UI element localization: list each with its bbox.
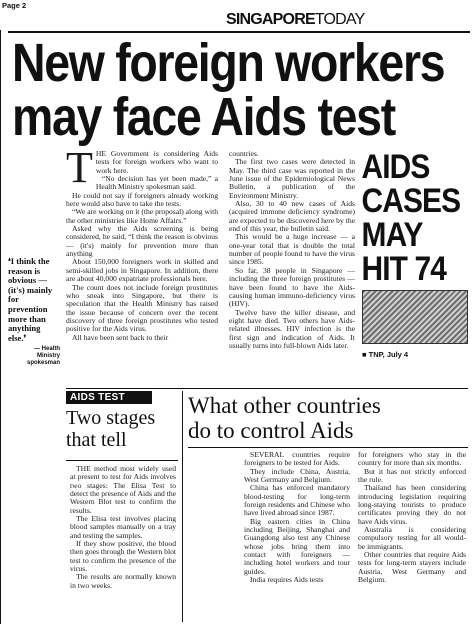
other-countries-title-line: What other countries [188,393,381,418]
article-paragraph: for foreigners who stay in the country for more than six months. [358,450,466,468]
article-paragraph: The count does not include foreign prostitutes who sneak into Singapore, but there is speculation that the Health Ministry has raised the issue because of concern over the recent discovery of three foreign prostitutes who tested positive for the Aids virus. [66,282,218,334]
article-paragraph: Also, 30 to 40 new cases of Aids (acquired immune deficiency syndrome) are expected to be discovered here by the end of this year, the bulletin said. [229,199,355,234]
page-left-rule [0,30,1,624]
headline-line-2: may face Aids test [12,87,395,147]
section-name-light: TODAY [314,11,365,28]
other-countries-title [188,393,470,443]
pull-quote-text: ❛I think the reason is obvious — (it's) mainly for prevention more than anything else.❜ [8,256,53,343]
other-countries-column-2 [358,451,466,585]
article-paragraph: HE Government is considering Aids tests for foreign workers who want to work here. [95,149,218,175]
article-paragraph: All have been sent back to their [72,332,169,342]
attribution-line: Ministry [36,352,60,359]
article-paragraph: He could not say if foreigners already working here would also have to take the tests. [66,190,218,209]
article-paragraph: If they show positive, the blood then goes through the Western blot test to confirm the presence of the virus. [70,539,176,574]
inset-caption: ■ TNP, July 4 [362,350,409,359]
drop-cap: T [66,143,93,192]
article-paragraph: countries. [229,149,259,158]
article-paragraph: “We are working on it (the proposal) along with the other ministries like Home Affairs.” [66,207,218,225]
other-countries-story [188,393,470,622]
inset-line: CASES [361,182,461,220]
article-paragraph: This would be a huge increase — a one-year total that is double the total number of people found to have the virus since 1985. [229,232,355,267]
aids-test-title [66,407,178,451]
inset-line: AIDS [361,148,430,186]
article-paragraph: Other countries that require Aids tests for long-term stayers include Austria, West Germany and Belgium. [358,550,466,585]
article-paragraph: They include China, Austria, West Germany and Belgium. [244,466,350,485]
article-paragraph: So far, 38 people in Singapore — including the three foreign prostitutes — have been found to have the Aids-causing human immuno-deficiency virus (HIV). [229,265,355,309]
page-label: Page 2 [2,1,27,10]
inset-line: MAY [361,216,423,254]
aids-test-sidebar [66,391,178,622]
section-name-bold: SINGAPORE [226,11,315,28]
pull-quote [8,257,60,366]
article-paragraph: The results are normally known in two weeks. [70,572,176,590]
article-paragraph: Big eastern cities in China including Beijing, Shanghai and Guangdong also test any Chinese whose jobs bring them into contact with foreigners — including hotel workers and tour guides. [244,516,350,576]
attribution-line: — Health [33,346,60,353]
article-paragraph: The Elisa test involves placing blood samples manually on a tray and testing the samples. [70,514,176,540]
article-paragraph: But it has not strictly enforced the rule. [358,466,466,485]
other-countries-title-line: do to control Aids [188,418,354,443]
aids-test-body [70,465,176,590]
main-article-column-1 [66,143,218,342]
headline-line-1: New foreign workers [12,33,445,93]
aids-test-tag: AIDS TEST [66,391,152,404]
article-paragraph: China has enforced mandatory blood-testing for long-term foreign residents and Chinese who have lived abroad since 1987. [244,483,350,518]
story-divider [66,388,468,389]
article-paragraph: Asked why the Aids screening is being considered, he said, “I think the reason is obvious — (it's) mainly for prevention more than anything [66,224,218,259]
inset-headline [358,148,461,288]
inset-line: HIT 74 [361,250,447,288]
inset-box [358,150,468,368]
article-paragraph: The first two cases were detected in May. The third case was reported in the June issue of the Epidemiological News Bulletin, a publication of the Environment Ministry. [229,157,355,200]
article-paragraph: Australia is considering compulsory testing for all would-be immigrants. [358,525,466,551]
aids-test-title-line: that tell [66,429,127,451]
article-paragraph: Thailand has been considering introducing legislation requiring long-staying tourists to produce certificates proving they do not have Aids virus. [358,483,466,526]
other-countries-rule [188,447,468,448]
article-paragraph: THE method most widely used at present to test for Aids involves two stages: The Elisa Test to detect the presence of Aids and the Western Blot test to confirm the results. [70,464,176,515]
article-paragraph: India requires Aids tests [250,575,324,585]
column-divider [182,391,183,622]
article-paragraph: “No decision has yet been made,” a Health Ministry spokesman said. [95,174,218,192]
article-paragraph: About 150,000 foreigners work in skilled and semi-skilled jobs in Singapore. In addition, there are about 40,000 expatriate professionals here. [66,257,218,284]
section-header [226,11,364,29]
pull-quote-attribution [8,346,60,366]
other-countries-column-1 [244,451,350,585]
aids-test-rule [66,460,178,461]
article-paragraph: Twelve have the killer disease, and eight have died. Two others have Aids-related illnesses. HIV infection is the first sign and indication of Aids. It usually turns into full-blown Aids later. [229,307,355,350]
article-paragraph: SEVERAL countries require foreigners to be tested for Aids. [244,450,350,468]
attribution-line: spokesman [26,359,60,366]
aids-test-title-line: Two stages [66,407,156,429]
newspaper-clipping-image [362,290,468,344]
main-article-column-2 [229,150,355,350]
